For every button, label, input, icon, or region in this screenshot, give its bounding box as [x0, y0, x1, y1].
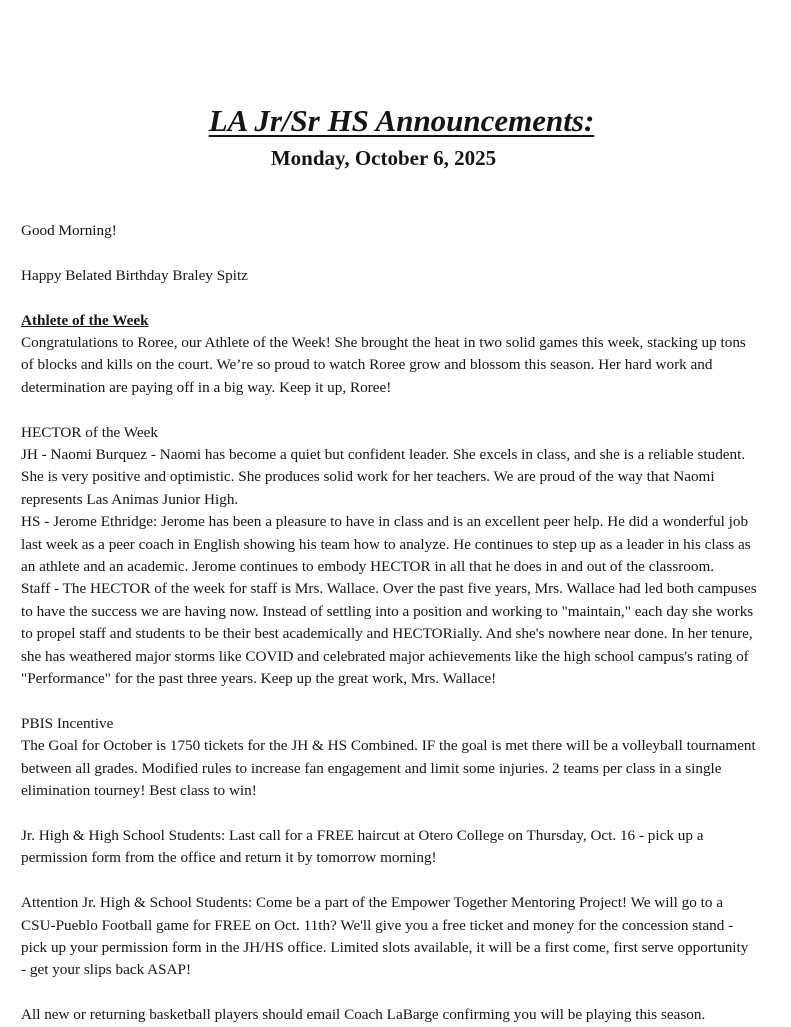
pbis-heading: PBIS Incentive [21, 714, 114, 732]
paragraph-line: Attention Jr. High & School Students: Come be a part of the Empower Together Mentoring Project! We will go to a [21, 894, 723, 912]
birthday-note: Happy Belated Birthday Braley Spitz [21, 266, 248, 284]
paragraph-line: Jr. High & High School Students: Last call for a FREE haircut at Otero College on Thursday, Oct. 16 - pick up a [21, 826, 704, 844]
paragraph-line: HS - Jerome Ethridge: Jerome has been a pleasure to have in class and is an excellent peer help. He did a wonderful job [21, 513, 749, 531]
paragraph-line: The Goal for October is 1750 tickets for the JH & HS Combined. IF the goal is met there will be a volleyball tournament [21, 737, 756, 755]
paragraph-line: pick up your permission form in the JH/HS office. Limited slots available, it will be a first come, first serve opportunity [21, 938, 749, 956]
page-title: LA Jr/Sr HS Announcements: [208, 103, 595, 138]
paragraph-line: JH - Naomi Burquez - Naomi has become a quiet but confident leader. She excels in class, and she is a reliable student. [21, 446, 746, 464]
paragraph-line: "Performance" for the past three years. Keep up the great work, Mrs. Wallace! [21, 670, 497, 688]
announcement-date: Monday, October 6, 2025 [270, 146, 497, 170]
paragraph-line: She is very positive and optimistic. She produces solid work for her teachers. We are proud of the way that Naomi [21, 468, 715, 486]
paragraph-line: she has weathered major storms like COVID and celebrated major achievements like the high school campus's rating of [21, 647, 749, 665]
paragraph-line: last week as a peer coach in English showing his team how to analyze. He continues to step up as a leader in his class as [21, 535, 751, 553]
hector-section [21, 422, 781, 691]
pbis-section [21, 713, 781, 803]
paragraph-line: determination are paying off in a big way. Keep it up, Roree! [21, 378, 392, 396]
paragraph-line: to propel staff and students to be their best academically and HECTORially. And she's nowhere near done. In her tenure, [21, 625, 753, 643]
paragraph-line: Congratulations to Roree, our Athlete of the Week! She brought the heat in two solid games this week, stacking up tons [21, 334, 746, 351]
paragraph-line: represents Las Animas Junior High. [21, 490, 239, 508]
paragraph-line: elimination tourney! Best class to win! [21, 782, 257, 800]
mentoring-section [21, 892, 781, 982]
paragraph-line: of blocks and kills on the court. We’re so proud to watch Roree grow and blossom this season. Her hard work and [21, 356, 713, 374]
basketball-note: All new or returning basketball players should email Coach LaBarge confirming you will be playing this season. [21, 1006, 706, 1024]
paragraph-line: - get your slips back ASAP! [21, 961, 192, 979]
athlete-section [21, 310, 781, 400]
paragraph-line: permission form from the office and return it by tomorrow morning! [21, 849, 437, 867]
paragraph-line: an athlete and an academic. Jerome continues to embody HECTOR in all that he does in and out of the classroom. [21, 558, 715, 576]
hector-heading: HECTOR of the Week [21, 423, 158, 441]
haircut-section [21, 825, 781, 870]
athlete-heading: Athlete of the Week [21, 311, 149, 329]
paragraph-line: between all grades. Modified rules to increase fan engagement and limit some injuries. 2 teams per class in a single [21, 759, 722, 777]
paragraph-line: CSU-Pueblo Football game for FREE on Oct. 11th? We'll give you a free ticket and money for the concession stand - [21, 916, 734, 934]
paragraph-line: to have the success we are having now. Instead of settling into a position and working to "maintain," each day she works [21, 602, 754, 620]
greeting: Good Morning! [21, 222, 117, 239]
announcement-body [21, 220, 781, 1027]
paragraph-line: Staff - The HECTOR of the week for staff is Mrs. Wallace. Over the past five years, Mrs. Wallace had led both campuses [21, 580, 757, 598]
